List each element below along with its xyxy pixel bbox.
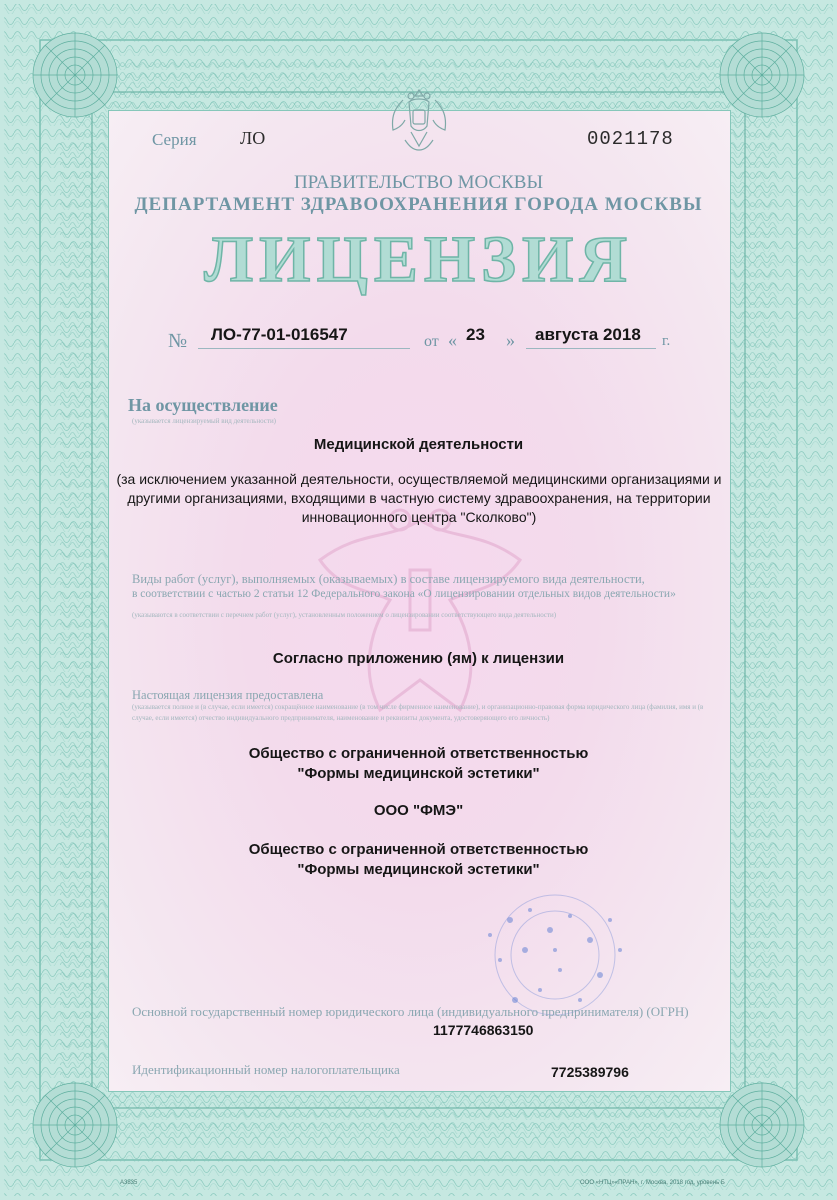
printer-info: ООО «НТЦ»«ПРАН», г. Москва, 2018 год, уровень Б: [580, 1180, 725, 1186]
licensee-short-name: ООО "ФМЭ": [373, 802, 464, 819]
quote-close: »: [506, 330, 515, 350]
series-value: ЛО: [240, 128, 266, 148]
government-name: ПРАВИТЕЛЬСТВО МОСКВЫ: [293, 172, 544, 193]
ogrn-label: Основной государственный номер юридического лица (индивидуального предпринимателя) (ОГРН): [132, 1004, 689, 1019]
activity-name: Медицинской деятельности: [313, 436, 524, 453]
licensee-intro: Настоящая лицензия предоставлена: [132, 688, 324, 702]
corner-rosette-top-left: [33, 33, 117, 117]
license-month-year: августа 2018: [535, 325, 641, 344]
footer-code: A3835: [120, 1180, 138, 1186]
license-day: 23: [466, 325, 485, 344]
corner-rosette-top-right: [720, 33, 804, 117]
licensee-full-name-line2: "Формы медицинской эстетики": [297, 765, 540, 782]
year-suffix: г.: [662, 333, 671, 349]
licensee-hint: (указывается полное и (в случае, если имеется) сокращённое наименование (в том числе фирменное наименование), и организационно-правовая форма юридического лица (фамилия, имя и (в случае, если имеется) отчество индивидуального предпринимателя, наименование и реквизиты документа, удостоверяющего его личность): [132, 703, 704, 722]
activity-exception: (за исключением указанной деятельности, осуществляемой медицинскими организациями и другими организациями, входящими в частную систему здравоохранения, на территории инновационного центра "Сколково"): [116, 471, 722, 525]
corner-rosette-bottom-right: [720, 1083, 804, 1167]
coat-of-arms-icon: [383, 84, 455, 156]
inn-label: Идентификационный номер налогоплательщика: [132, 1062, 400, 1077]
quote-open: «: [448, 330, 457, 350]
series-label: Серия: [152, 130, 197, 149]
activity-hint: (указывается лицензируемый вид деятельности): [132, 417, 277, 425]
works-hint: (указываются в соответствии с перечнем работ (услуг), установленным положением о лицензировании соответствующего вида деятельности): [132, 611, 557, 619]
date-underline: [526, 348, 656, 349]
number-prefix: №: [168, 330, 188, 352]
document-title: ЛИЦЕНЗИЯ: [203, 223, 634, 296]
works-value: Согласно приложению (ям) к лицензии: [272, 650, 565, 667]
ogrn-value: 1177746863150: [433, 1022, 534, 1038]
department-name: ДЕПАРТАМЕНТ ЗДРАВООХРАНЕНИЯ ГОРОДА МОСКВЫ: [134, 194, 703, 215]
licensee-brand-name-line2: "Формы медицинской эстетики": [297, 861, 540, 878]
corner-rosette-bottom-left: [33, 1083, 117, 1167]
license-number: ЛО-77-01-016547: [211, 325, 348, 344]
works-label-line2: в соответствии с частью 2 статьи 12 Федерального закона «О лицензировании отдельных видов деятельности»: [132, 588, 676, 600]
activity-label: На осуществление: [128, 395, 278, 415]
licensee-brand-name-line1: Общество с ограниченной ответственностью: [248, 841, 589, 858]
works-label-line1: Виды работ (услуг), выполняемых (оказываемых) в составе лицензируемого вида деятельности,: [132, 572, 645, 586]
number-underline: [198, 348, 410, 349]
inn-value: 7725389796: [551, 1064, 629, 1080]
from-label: от: [424, 333, 439, 350]
licensee-brand-name: [108, 840, 729, 880]
licensee-full-name-line1: Общество с ограниченной ответственностью: [248, 745, 589, 762]
licensee-full-name: [108, 744, 729, 784]
form-number: 0021178: [587, 128, 674, 150]
